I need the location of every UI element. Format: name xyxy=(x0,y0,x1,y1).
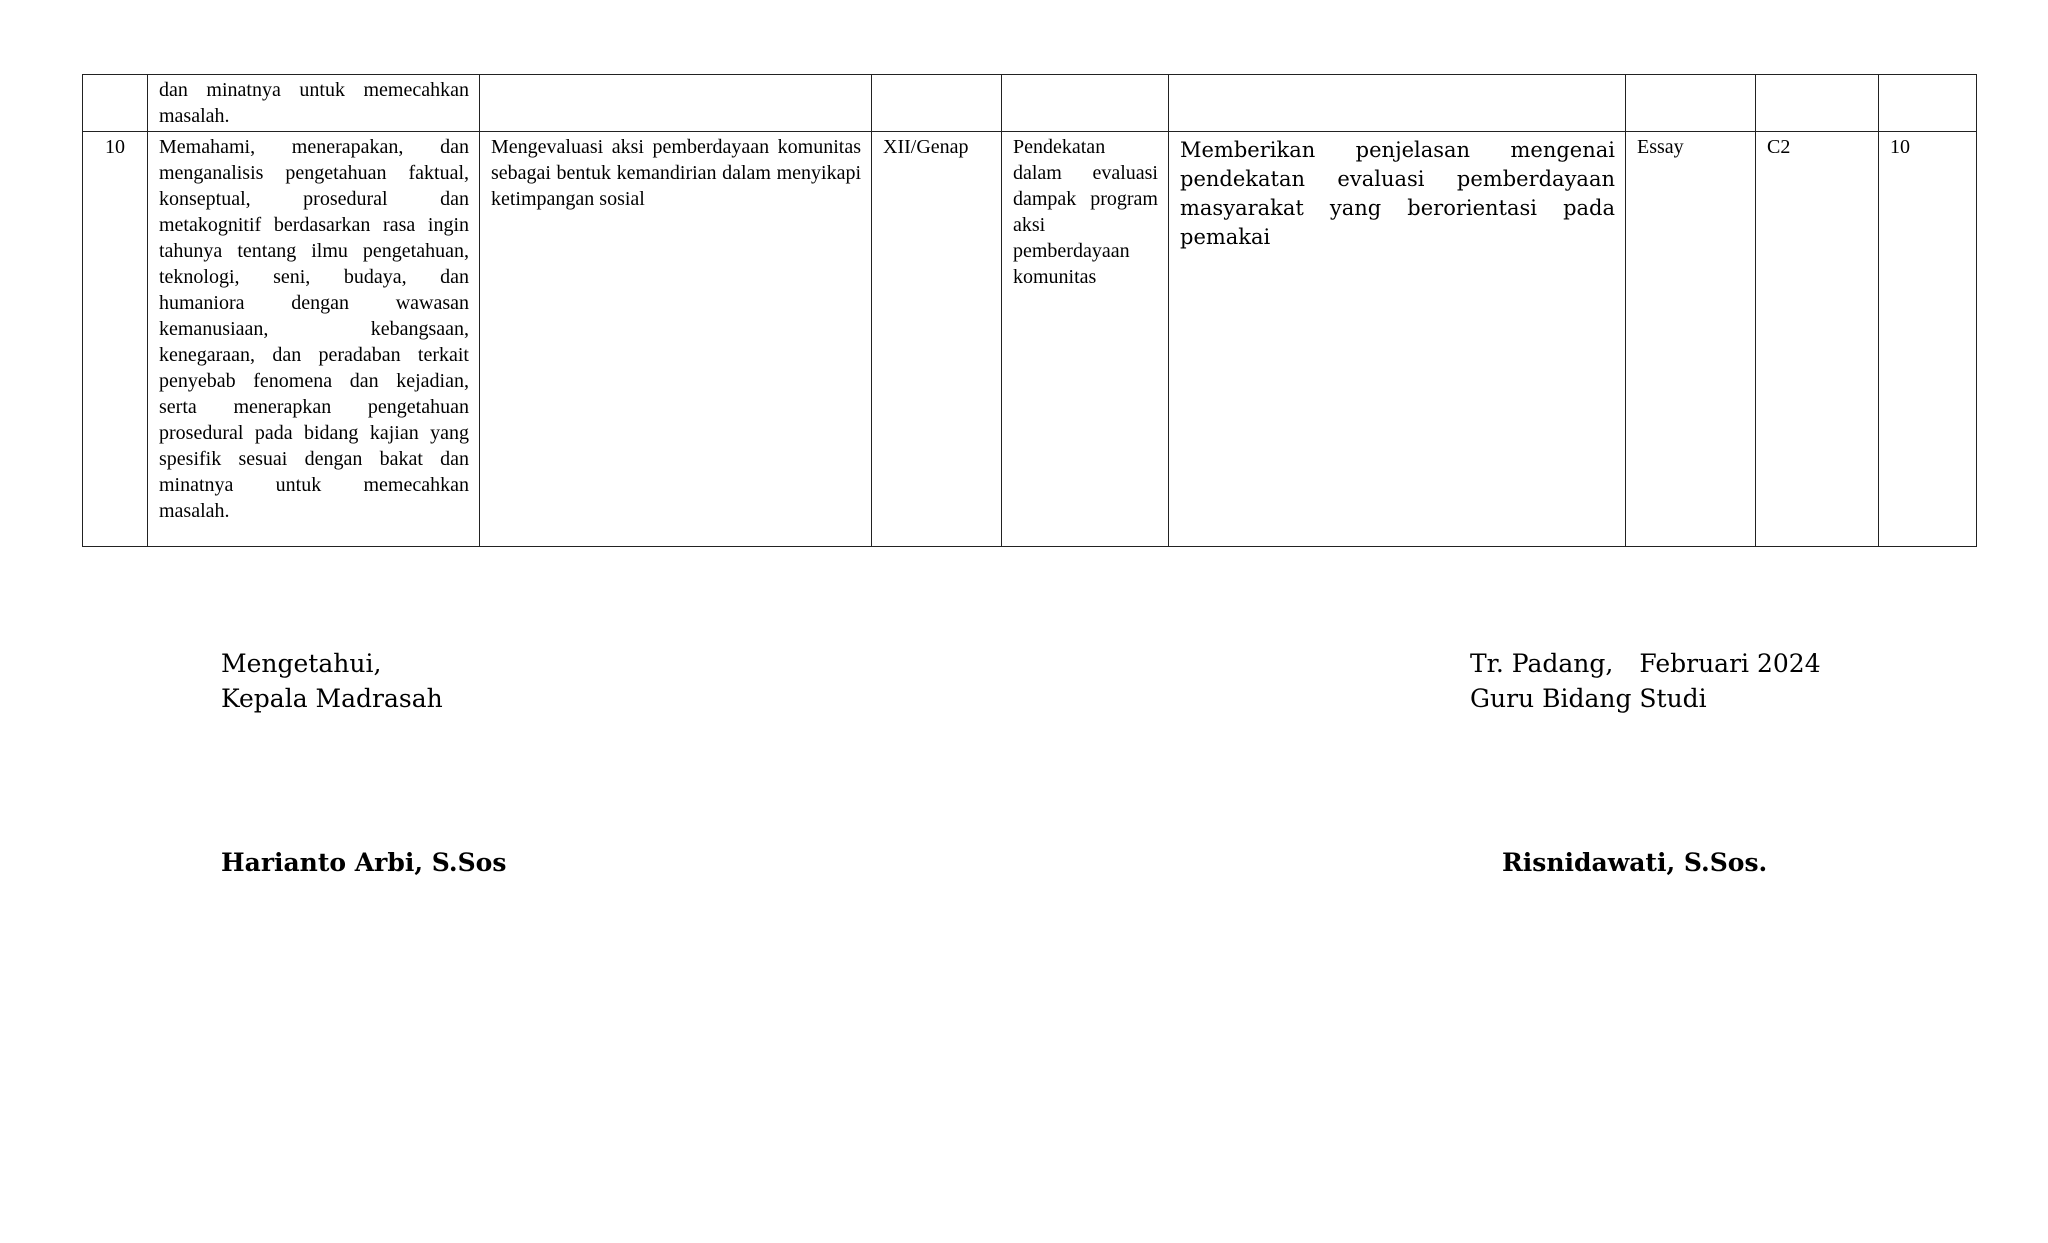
date: Februari 2024 xyxy=(1639,649,1821,678)
cell-level: C2 xyxy=(1756,132,1879,547)
cell-topic: Pendekatan dalam evaluasi dampak program aksi pemberdayaan komunitas xyxy=(1002,132,1169,547)
cell-material: Mengevaluasi aksi pemberdayaan komunitas sebagai bentuk kemandirian dalam menyikapi ketimpangan sosial xyxy=(480,132,872,547)
cell-indicator: Memberikan penjelasan mengenai pendekatan evaluasi pemberdayaan masyarakat yang berorientasi pada pemakai xyxy=(1169,132,1626,547)
teacher-name: Risnidawati, S.Sos. xyxy=(1502,848,1768,877)
principal-name: Harianto Arbi, S.Sos xyxy=(221,848,507,877)
principal-title: Kepala Madrasah xyxy=(221,684,443,713)
cell-competency: Memahami, menerapakan, dan menganalisis pengetahuan faktual, konseptual, prosedural dan metakognitif berdasarkan rasa ingin tahunya tentang ilmu pengetahuan, teknologi, seni, budaya, dan humaniora dengan wawasan kemanusiaan, kebangsaan, kenegaraan, dan peradaban terkait penyebab fenomena dan kejadian, serta menerapkan pengetahuan prosedural pada bidang kajian yang spesifik sesuai dengan bakat dan minatnya untuk memecahkan masalah. xyxy=(148,132,480,547)
cell-form xyxy=(1626,75,1756,132)
place-date-line xyxy=(1470,646,1821,681)
cell-number xyxy=(83,75,148,132)
table-row-continued xyxy=(83,75,1977,132)
teacher-title: Guru Bidang Studi xyxy=(1470,684,1707,713)
cell-class-semester: XII/Genap xyxy=(872,132,1002,547)
cell-material xyxy=(480,75,872,132)
cell-topic xyxy=(1002,75,1169,132)
signature-block-right xyxy=(1470,646,1821,716)
acknowledgement-label: Mengetahui, xyxy=(221,649,382,678)
cell-indicator xyxy=(1169,75,1626,132)
cell-item-no xyxy=(1879,75,1977,132)
table-row xyxy=(83,132,1977,547)
cell-competency: dan minatnya untuk memecahkan masalah. xyxy=(148,75,480,132)
cell-number: 10 xyxy=(83,132,148,547)
place: Tr. Padang, xyxy=(1470,649,1614,678)
signature-block-left xyxy=(221,646,443,716)
cell-class-semester xyxy=(872,75,1002,132)
assessment-grid-table xyxy=(82,74,1977,547)
cell-item-no: 10 xyxy=(1879,132,1977,547)
cell-level xyxy=(1756,75,1879,132)
cell-form: Essay xyxy=(1626,132,1756,547)
